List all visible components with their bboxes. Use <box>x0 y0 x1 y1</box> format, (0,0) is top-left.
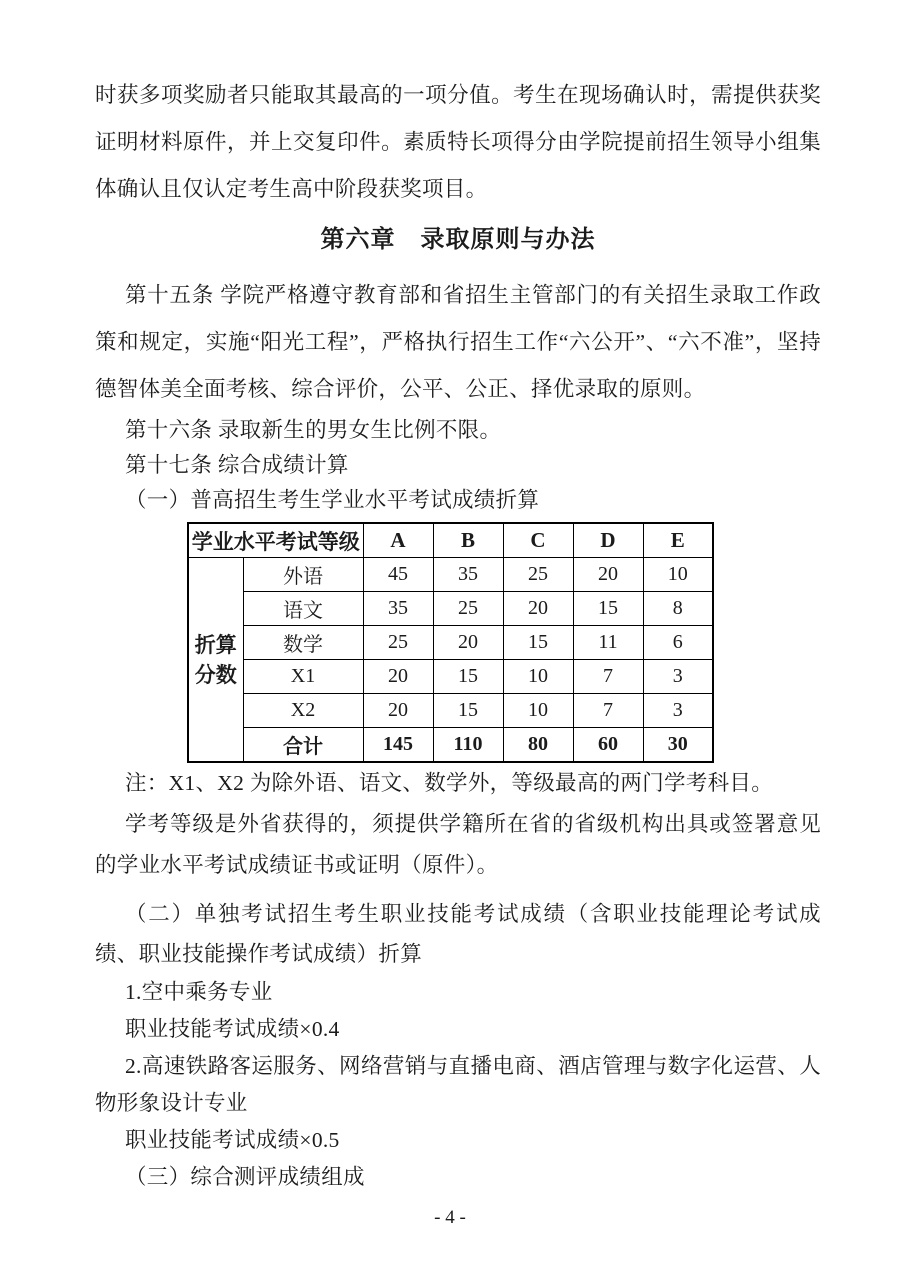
score-cell: 3 <box>643 694 713 728</box>
score-cell: 15 <box>433 660 503 694</box>
score-cell: 10 <box>503 660 573 694</box>
table-notes <box>95 763 821 886</box>
section-2-heading: （二）单独考试招生考生职业技能考试成绩（含职业技能理论考试成绩、职业技能操作考试成绩）折算 <box>95 902 821 966</box>
note-1: 注：X1、X2 为除外语、语文、数学外，等级最高的两门学考科目。 <box>125 771 774 795</box>
total-cell: 110 <box>433 728 503 763</box>
score-cell: 45 <box>363 558 433 592</box>
score-cell: 3 <box>643 660 713 694</box>
score-cell: 20 <box>573 558 643 592</box>
grade-header-b: B <box>433 523 503 558</box>
score-cell: 25 <box>363 626 433 660</box>
table-row <box>188 694 713 728</box>
chapter-heading: 第六章 录取原则与办法 <box>320 227 596 253</box>
grade-header-a: A <box>363 523 433 558</box>
group-label-line: 折算 <box>194 632 237 657</box>
table-row <box>188 592 713 626</box>
score-cell: 15 <box>433 694 503 728</box>
total-cell: 60 <box>573 728 643 763</box>
table-header-row <box>188 523 713 558</box>
grade-header-d: D <box>573 523 643 558</box>
group-label-line: 分数 <box>194 662 237 687</box>
section-2-items <box>95 974 821 1196</box>
score-cell: 7 <box>573 660 643 694</box>
subject-label: 语文 <box>243 592 363 626</box>
table-row <box>188 660 713 694</box>
subject-label: X1 <box>243 660 363 694</box>
item-2-formula: 职业技能考试成绩×0.5 <box>125 1128 340 1152</box>
score-cell: 20 <box>363 694 433 728</box>
score-cell: 20 <box>363 660 433 694</box>
section-2 <box>95 894 821 974</box>
score-cell: 8 <box>643 592 713 626</box>
note-2: 学考等级是外省获得的，须提供学籍所在省的省级机构出具或签署意见的学业水平考试成绩证书或证明（原件）。 <box>95 812 821 877</box>
grade-header-e: E <box>643 523 713 558</box>
subject-label: 外语 <box>243 558 363 592</box>
score-cell: 35 <box>433 558 503 592</box>
table-total-row <box>188 728 713 763</box>
row-group-label <box>188 558 243 763</box>
page-content <box>95 72 821 1196</box>
table-row <box>188 626 713 660</box>
total-cell: 30 <box>643 728 713 763</box>
article-group <box>95 413 821 518</box>
total-cell: 80 <box>503 728 573 763</box>
score-cell: 11 <box>573 626 643 660</box>
score-cell: 25 <box>433 592 503 626</box>
item-1-formula: 职业技能考试成绩×0.4 <box>125 1017 340 1041</box>
subject-label: 数学 <box>243 626 363 660</box>
score-conversion-table <box>187 522 714 763</box>
total-label: 合计 <box>243 728 363 763</box>
article-16: 第十六条 录取新生的男女生比例不限。 <box>125 418 502 442</box>
article-17: 第十七条 综合成绩计算 <box>125 453 349 477</box>
score-cell: 35 <box>363 592 433 626</box>
subject-label: X2 <box>243 694 363 728</box>
item-2-title: 2.高速铁路客运服务、网络营销与直播电商、酒店管理与数字化运营、人物形象设计专业 <box>95 1054 821 1115</box>
corner-header: 学业水平考试等级 <box>188 523 363 558</box>
section-1-heading: （一）普高招生考生学业水平考试成绩折算 <box>125 488 540 512</box>
grade-header-c: C <box>503 523 573 558</box>
item-1-title: 1.空中乘务专业 <box>125 980 273 1004</box>
score-cell: 15 <box>503 626 573 660</box>
score-cell: 10 <box>643 558 713 592</box>
score-cell: 25 <box>503 558 573 592</box>
score-cell: 20 <box>433 626 503 660</box>
score-cell: 15 <box>573 592 643 626</box>
score-cell: 6 <box>643 626 713 660</box>
page-number: - 4 - <box>434 1207 466 1228</box>
intro-paragraph: 时获多项奖励者只能取其最高的一项分值。考生在现场确认时，需提供获奖证明材料原件，并上交复印件。素质特长项得分由学院提前招生领导小组集体确认且仅认定考生高中阶段获奖项目。 <box>95 83 821 201</box>
section-3-heading: （三）综合测评成绩组成 <box>125 1165 365 1189</box>
table-row <box>188 558 713 592</box>
total-cell: 145 <box>363 728 433 763</box>
score-cell: 7 <box>573 694 643 728</box>
score-cell: 20 <box>503 592 573 626</box>
score-cell: 10 <box>503 694 573 728</box>
article-15: 第十五条 学院严格遵守教育部和省招生主管部门的有关招生录取工作政策和规定，实施“阳光工程”，严格执行招生工作“六公开”、“六不准”，坚持德智体美全面考核、综合评价，公平、公正、择优录取的原则。 <box>95 283 821 401</box>
